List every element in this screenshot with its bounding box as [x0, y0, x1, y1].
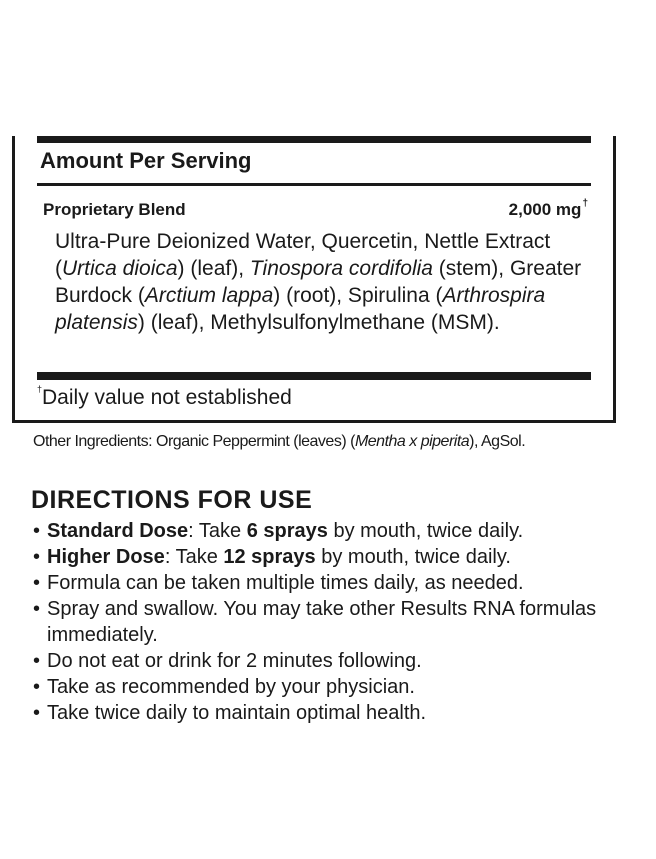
direction-text: by mouth, twice daily. — [327, 520, 524, 542]
latin-name: Mentha x piperita — [354, 433, 470, 450]
footnote-dagger: † — [37, 384, 43, 394]
list-item: • Formula can be taken multiple times daily, as needed. — [33, 570, 633, 596]
latin-name: Urtica dioica — [62, 257, 178, 280]
list-item — [33, 544, 633, 570]
list-item: • Take as recommended by your physician. — [33, 674, 633, 700]
direction-text: : Take — [164, 546, 224, 568]
ingredient-text: (stem), Greater Burdock ( — [55, 257, 582, 307]
footnote-text: Daily value not established — [42, 386, 292, 409]
directions-title: DIRECTIONS FOR USE — [31, 486, 313, 514]
list-item — [33, 518, 633, 544]
dose-label: Standard Dose — [47, 520, 189, 542]
direction-text: by mouth, twice daily. — [315, 546, 511, 568]
middle-rule — [37, 183, 591, 186]
proprietary-blend-label: Proprietary Blend — [43, 200, 186, 219]
latin-name: Tinospora cordifolia — [249, 257, 433, 280]
ingredient-text: ) (leaf), Methylsulfonylmethane (MSM). — [137, 311, 500, 334]
other-ingredients — [33, 433, 525, 451]
other-ingredients-text: Other Ingredients: Organic Peppermint (leaves) ( — [33, 433, 355, 450]
ingredient-text: ) (leaf), — [177, 257, 250, 280]
spray-count: 6 sprays — [246, 520, 328, 542]
list-item — [33, 596, 633, 648]
supplement-facts-panel — [12, 136, 616, 423]
daily-value-footnote — [37, 386, 292, 410]
direction-text: Spray and swallow. You may take other Results RNA formulas immediately. — [47, 598, 597, 646]
direction-text: : Take — [188, 520, 247, 542]
dose-label: Higher Dose — [47, 546, 165, 568]
dagger-mark: † — [582, 198, 588, 209]
list-item: • Take twice daily to maintain optimal health. — [33, 700, 633, 726]
ingredient-text: ) (root), Spirulina ( — [273, 284, 443, 307]
blend-ingredients — [55, 228, 595, 336]
list-item: • Do not eat or drink for 2 minutes following. — [33, 648, 633, 674]
ingredient-text: Ultra-Pure Deionized Water, Quercetin, Nettle Extract ( — [55, 230, 551, 280]
latin-name: Arctium lappa — [144, 284, 274, 307]
amount-per-serving-heading: Amount Per Serving — [40, 148, 252, 173]
other-ingredients-text: ), AgSol. — [469, 433, 526, 450]
blend-amount-value: 2,000 mg — [508, 200, 582, 219]
directions-list — [33, 518, 633, 726]
bottom-thick-rule — [37, 372, 591, 380]
proprietary-blend-amount — [509, 200, 588, 220]
latin-name: Arthrospira platensis — [55, 284, 546, 334]
top-rule — [37, 136, 591, 143]
spray-count: 12 sprays — [223, 546, 316, 568]
